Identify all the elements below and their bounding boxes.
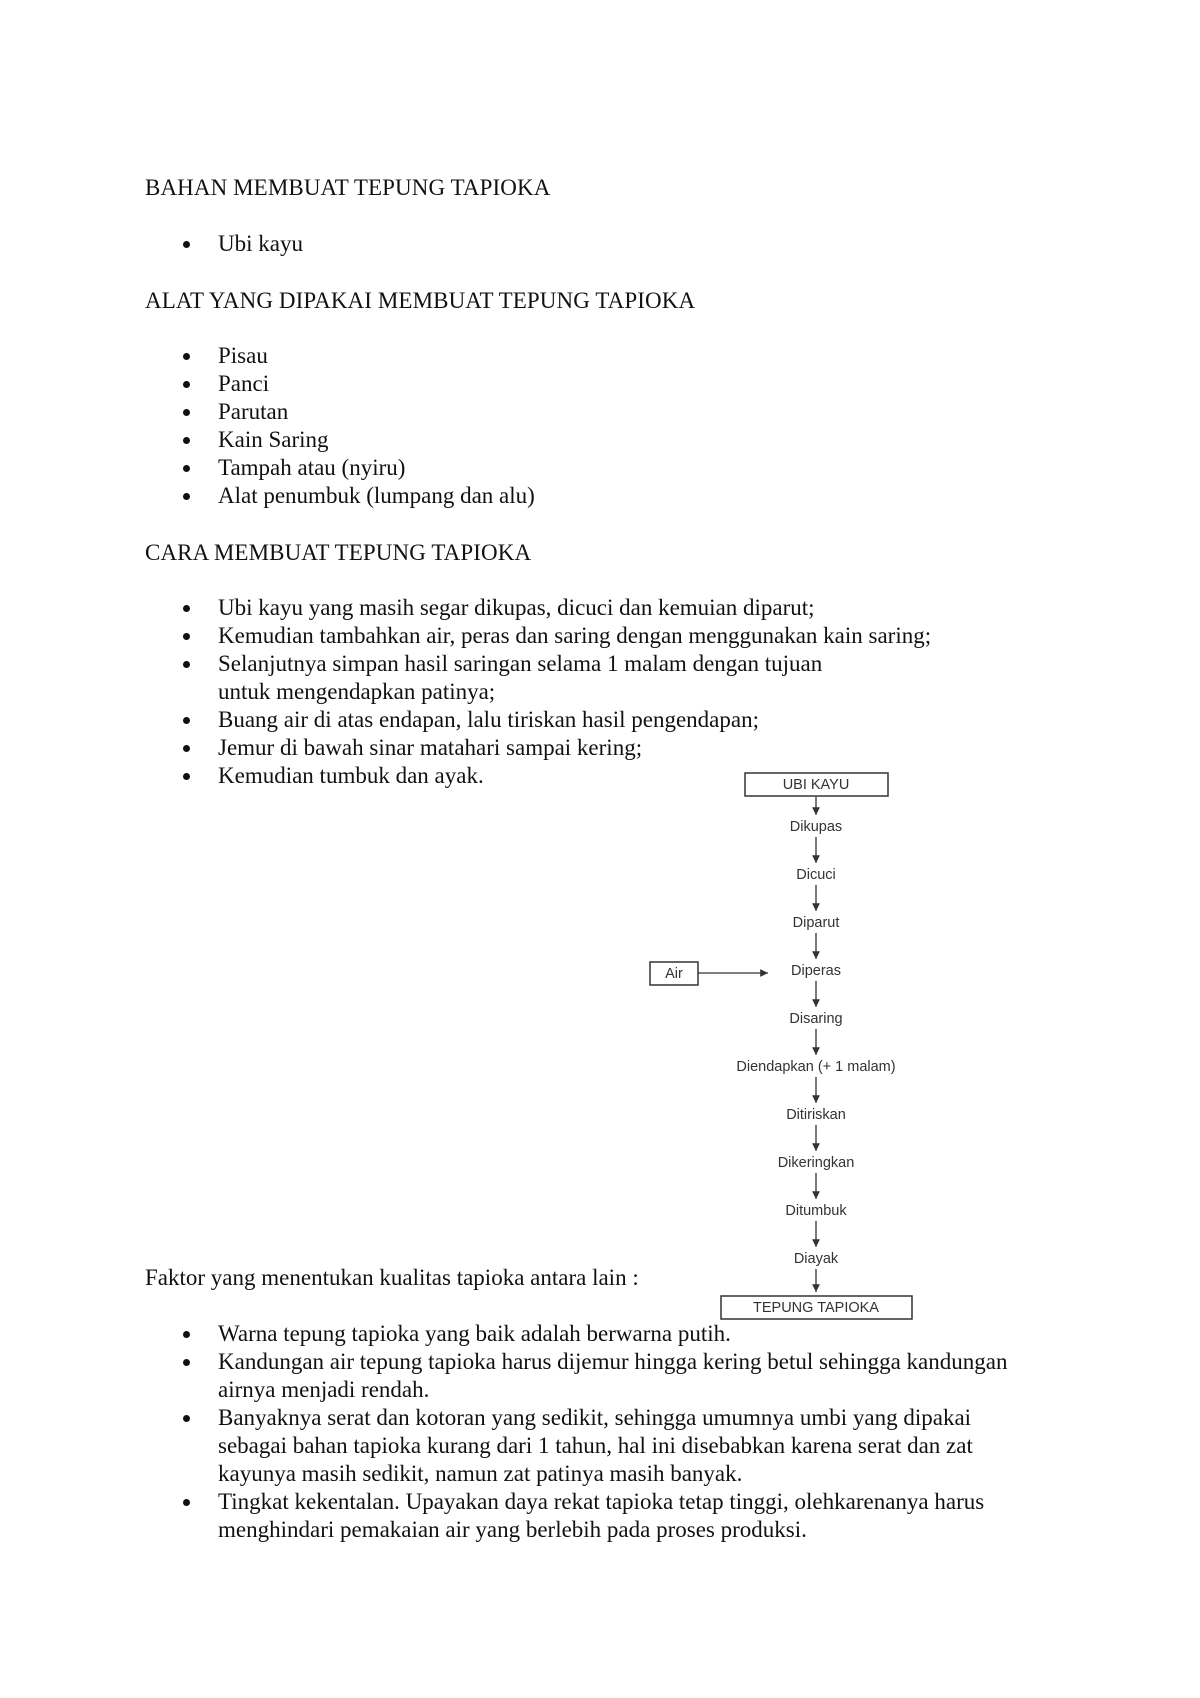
flow-step: Disaring [789,1011,843,1027]
flow-step: Diperas [791,963,841,979]
list-item: Tingkat kekentalan. Upayakan daya rekat tapioka tetap tinggi, olehkarenanya harus menghindari pemakaian air yang berlebih pada proses produksi. [145,1488,1048,1544]
end-label: TEPUNG TAPIOKA [753,1300,879,1316]
list-item: Kemudian tumbuk dan ayak. [145,762,965,790]
flow-step: Dicuci [796,867,836,883]
list-item: Banyaknya serat dan kotoran yang sedikit, sehingga umumnya umbi yang dipakai sebagai bahan tapioka kurang dari 1 tahun, hal ini disebabkan karena serat dan zat kayunya masih sedikit, namun zat patinya masih banyak. [145,1404,1018,1488]
flow-step: Dikeringkan [777,1155,855,1171]
list-item: Kandungan air tepung tapioka harus dijemur hingga kering betul sehingga kandungan airnya menjadi rendah. [145,1348,1065,1404]
start-label: UBI KAYU [782,777,850,793]
flow-step: Diendapkan (+ 1 malam) [736,1059,896,1075]
list-item: Parutan [145,398,1105,426]
list-item: Ubi kayu [145,230,1105,258]
faktor-list [145,1320,1065,1544]
list-item: Selanjutnya simpan hasil saringan selama 1 malam dengan tujuan untuk mengendapkan patinya; [145,650,838,706]
list-item: Warna tepung tapioka yang baik adalah berwarna putih. [145,1320,1065,1348]
list-item: Jemur di bawah sinar matahari sampai kering; [145,734,965,762]
list-item: Tampah atau (nyiru) [145,454,1105,482]
list-item: Panci [145,370,1105,398]
list-item: Kemudian tambahkan air, peras dan saring dengan menggunakan kain saring; [145,622,965,650]
flow-steps [736,797,895,1292]
section-title-alat: ALAT YANG DIPAKAI MEMBUAT TEPUNG TAPIOKA [145,288,696,313]
section-title-cara: CARA MEMBUAT TEPUNG TAPIOKA [145,540,532,565]
faktor-intro: Faktor yang menentukan kualitas tapioka antara lain : [145,1265,639,1290]
flow-step: Diparut [792,915,840,931]
flow-step: Dikupas [789,819,843,835]
flow-step: Ditiriskan [786,1107,846,1123]
list-item: Alat penumbuk (lumpang dan alu) [145,482,1105,510]
list-item: Kain Saring [145,426,1105,454]
list-item: Pisau [145,342,1105,370]
flow-step: Ditumbuk [785,1203,847,1219]
flow-step: Diayak [793,1251,839,1267]
section-title-bahan: BAHAN MEMBUAT TEPUNG TAPIOKA [145,175,551,200]
input-label: Air [665,966,683,982]
list-item: Buang air di atas endapan, lalu tiriskan hasil pengendapan; [145,706,965,734]
list-item: Ubi kayu yang masih segar dikupas, dicuci dan kemuian diparut; [145,594,965,622]
